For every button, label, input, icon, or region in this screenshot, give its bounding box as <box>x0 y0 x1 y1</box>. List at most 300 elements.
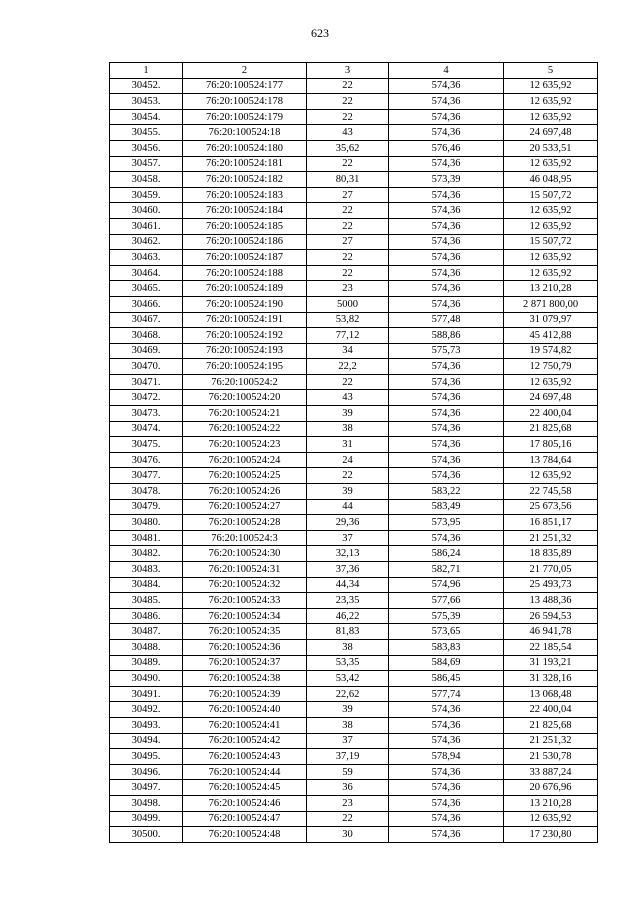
area-cell: 27 <box>307 187 389 203</box>
row-number-cell: 30485. <box>110 593 183 609</box>
cadastral-value-cell: 12 635,92 <box>504 94 598 110</box>
area-cell: 23,35 <box>307 593 389 609</box>
cadastral-value-cell: 24 697,48 <box>504 390 598 406</box>
area-cell: 38 <box>307 717 389 733</box>
area-cell: 27 <box>307 234 389 250</box>
row-number-cell: 30490. <box>110 671 183 687</box>
area-cell: 22 <box>307 203 389 219</box>
cadastral-number-cell: 76:20:100524:26 <box>183 484 307 500</box>
cadastral-value-cell: 22 185,54 <box>504 639 598 655</box>
area-cell: 77,12 <box>307 328 389 344</box>
cadastral-value-cell: 2 871 800,00 <box>504 296 598 312</box>
table-row <box>110 764 598 780</box>
cadastral-number-cell: 76:20:100524:42 <box>183 733 307 749</box>
page-number: 623 <box>311 26 329 40</box>
cadastral-number-cell: 76:20:100524:47 <box>183 811 307 827</box>
row-number-cell: 30473. <box>110 406 183 422</box>
row-number-cell: 30496. <box>110 764 183 780</box>
table-row <box>110 702 598 718</box>
cadastral-number-cell: 76:20:100524:25 <box>183 468 307 484</box>
cadastral-value-cell: 21 251,32 <box>504 733 598 749</box>
row-number-cell: 30486. <box>110 608 183 624</box>
cadastral-value-cell: 12 635,92 <box>504 265 598 281</box>
specific-value-cell: 574,36 <box>389 530 504 546</box>
specific-value-cell: 574,36 <box>389 733 504 749</box>
area-cell: 22 <box>307 265 389 281</box>
cadastral-number-cell: 76:20:100524:48 <box>183 827 307 843</box>
cadastral-number-cell: 76:20:100524:36 <box>183 639 307 655</box>
area-cell: 53,82 <box>307 312 389 328</box>
row-number-cell: 30498. <box>110 795 183 811</box>
table-row <box>110 655 598 671</box>
table-row <box>110 811 598 827</box>
cadastral-number-cell: 76:20:100524:20 <box>183 390 307 406</box>
cadastral-number-cell: 76:20:100524:30 <box>183 546 307 562</box>
row-number-cell: 30489. <box>110 655 183 671</box>
table-header <box>110 63 598 79</box>
area-cell: 81,83 <box>307 624 389 640</box>
column-header-1: 1 <box>110 63 183 79</box>
table-row <box>110 639 598 655</box>
area-cell: 35,62 <box>307 140 389 156</box>
table-row <box>110 686 598 702</box>
specific-value-cell: 583,22 <box>389 484 504 500</box>
specific-value-cell: 582,71 <box>389 562 504 578</box>
row-number-cell: 30491. <box>110 686 183 702</box>
table-row <box>110 343 598 359</box>
cadastral-value-cell: 25 673,56 <box>504 499 598 515</box>
cadastral-value-cell: 21 770,05 <box>504 562 598 578</box>
table-row <box>110 406 598 422</box>
row-number-cell: 30454. <box>110 109 183 125</box>
row-number-cell: 30459. <box>110 187 183 203</box>
cadastral-value-cell: 13 210,28 <box>504 281 598 297</box>
row-number-cell: 30483. <box>110 562 183 578</box>
cadastral-value-cell: 21 825,68 <box>504 421 598 437</box>
cadastral-number-cell: 76:20:100524:190 <box>183 296 307 312</box>
specific-value-cell: 574,36 <box>389 702 504 718</box>
cadastral-value-cell: 12 635,92 <box>504 78 598 94</box>
table-row <box>110 312 598 328</box>
cadastral-value-cell: 22 745,58 <box>504 484 598 500</box>
specific-value-cell: 574,36 <box>389 109 504 125</box>
cadastral-number-cell: 76:20:100524:180 <box>183 140 307 156</box>
cadastral-number-cell: 76:20:100524:33 <box>183 593 307 609</box>
column-header-4: 4 <box>389 63 504 79</box>
row-number-cell: 30466. <box>110 296 183 312</box>
area-cell: 39 <box>307 406 389 422</box>
cadastral-number-cell: 76:20:100524:38 <box>183 671 307 687</box>
area-cell: 38 <box>307 639 389 655</box>
cadastral-number-cell: 76:20:100524:182 <box>183 172 307 188</box>
table-row <box>110 530 598 546</box>
cadastral-number-cell: 76:20:100524:185 <box>183 218 307 234</box>
table-row <box>110 499 598 515</box>
cadastral-number-cell: 76:20:100524:23 <box>183 437 307 453</box>
area-cell: 44,34 <box>307 577 389 593</box>
cadastral-number-cell: 76:20:100524:195 <box>183 359 307 375</box>
row-number-cell: 30482. <box>110 546 183 562</box>
cadastral-value-cell: 20 676,96 <box>504 780 598 796</box>
specific-value-cell: 574,36 <box>389 218 504 234</box>
table-row <box>110 452 598 468</box>
column-header-2: 2 <box>183 63 307 79</box>
area-cell: 22,62 <box>307 686 389 702</box>
cadastral-number-cell: 76:20:100524:3 <box>183 530 307 546</box>
cadastral-value-cell: 31 193,21 <box>504 655 598 671</box>
specific-value-cell: 576,46 <box>389 140 504 156</box>
area-cell: 22 <box>307 109 389 125</box>
area-cell: 37 <box>307 530 389 546</box>
column-header-3: 3 <box>307 63 389 79</box>
table-row <box>110 187 598 203</box>
specific-value-cell: 574,36 <box>389 390 504 406</box>
area-cell: 22,2 <box>307 359 389 375</box>
table-row <box>110 78 598 94</box>
table-row <box>110 795 598 811</box>
table-row <box>110 203 598 219</box>
table-row <box>110 156 598 172</box>
cadastral-number-cell: 76:20:100524:45 <box>183 780 307 796</box>
area-cell: 39 <box>307 484 389 500</box>
cadastral-number-cell: 76:20:100524:46 <box>183 795 307 811</box>
cadastral-value-cell: 13 784,64 <box>504 452 598 468</box>
row-number-cell: 30488. <box>110 639 183 655</box>
area-cell: 36 <box>307 780 389 796</box>
area-cell: 37,19 <box>307 749 389 765</box>
table-row <box>110 328 598 344</box>
table-row <box>110 172 598 188</box>
row-number-cell: 30494. <box>110 733 183 749</box>
cadastral-number-cell: 76:20:100524:186 <box>183 234 307 250</box>
cadastral-number-cell: 76:20:100524:27 <box>183 499 307 515</box>
row-number-cell: 30499. <box>110 811 183 827</box>
cadastral-number-cell: 76:20:100524:179 <box>183 109 307 125</box>
specific-value-cell: 574,36 <box>389 452 504 468</box>
cadastral-number-cell: 76:20:100524:184 <box>183 203 307 219</box>
table-row <box>110 374 598 390</box>
cadastral-number-cell: 76:20:100524:181 <box>183 156 307 172</box>
row-number-cell: 30467. <box>110 312 183 328</box>
specific-value-cell: 574,36 <box>389 234 504 250</box>
table-row <box>110 827 598 843</box>
cadastral-number-cell: 76:20:100524:44 <box>183 764 307 780</box>
table-row <box>110 577 598 593</box>
header-row <box>110 63 598 79</box>
row-number-cell: 30472. <box>110 390 183 406</box>
specific-value-cell: 588,86 <box>389 328 504 344</box>
area-cell: 38 <box>307 421 389 437</box>
row-number-cell: 30465. <box>110 281 183 297</box>
specific-value-cell: 574,36 <box>389 156 504 172</box>
cadastral-number-cell: 76:20:100524:22 <box>183 421 307 437</box>
cadastral-number-cell: 76:20:100524:189 <box>183 281 307 297</box>
cadastral-value-cell: 21 251,32 <box>504 530 598 546</box>
specific-value-cell: 574,36 <box>389 203 504 219</box>
table-row <box>110 780 598 796</box>
specific-value-cell: 575,39 <box>389 608 504 624</box>
cadastral-value-cell: 15 507,72 <box>504 234 598 250</box>
area-cell: 59 <box>307 764 389 780</box>
specific-value-cell: 574,96 <box>389 577 504 593</box>
specific-value-cell: 583,49 <box>389 499 504 515</box>
area-cell: 43 <box>307 125 389 141</box>
cadastral-number-cell: 76:20:100524:34 <box>183 608 307 624</box>
area-cell: 46,22 <box>307 608 389 624</box>
row-number-cell: 30458. <box>110 172 183 188</box>
specific-value-cell: 574,36 <box>389 811 504 827</box>
table-row <box>110 250 598 266</box>
cadastral-value-cell: 31 079,97 <box>504 312 598 328</box>
cadastral-value-cell: 20 533,51 <box>504 140 598 156</box>
cadastral-value-cell: 26 594,53 <box>504 608 598 624</box>
specific-value-cell: 573,65 <box>389 624 504 640</box>
table-row <box>110 109 598 125</box>
area-cell: 31 <box>307 437 389 453</box>
cadastral-value-cell: 22 400,04 <box>504 702 598 718</box>
specific-value-cell: 574,36 <box>389 78 504 94</box>
specific-value-cell: 574,36 <box>389 827 504 843</box>
area-cell: 32,13 <box>307 546 389 562</box>
cadastral-value-cell: 25 493,73 <box>504 577 598 593</box>
row-number-cell: 30453. <box>110 94 183 110</box>
area-cell: 22 <box>307 218 389 234</box>
row-number-cell: 30463. <box>110 250 183 266</box>
row-number-cell: 30476. <box>110 452 183 468</box>
cadastral-value-cell: 12 635,92 <box>504 109 598 125</box>
cadastral-value-cell: 18 835,89 <box>504 546 598 562</box>
specific-value-cell: 577,66 <box>389 593 504 609</box>
row-number-cell: 30481. <box>110 530 183 546</box>
area-cell: 24 <box>307 452 389 468</box>
cadastral-value-cell: 13 068,48 <box>504 686 598 702</box>
cadastral-value-cell: 12 635,92 <box>504 468 598 484</box>
row-number-cell: 30492. <box>110 702 183 718</box>
specific-value-cell: 586,45 <box>389 671 504 687</box>
area-cell: 53,42 <box>307 671 389 687</box>
row-number-cell: 30487. <box>110 624 183 640</box>
table-row <box>110 437 598 453</box>
cadastral-value-cell: 12 635,92 <box>504 218 598 234</box>
table-body <box>110 78 598 842</box>
table-row <box>110 390 598 406</box>
cadastral-value-cell: 12 635,92 <box>504 250 598 266</box>
specific-value-cell: 574,36 <box>389 125 504 141</box>
cadastral-number-cell: 76:20:100524:32 <box>183 577 307 593</box>
row-number-cell: 30493. <box>110 717 183 733</box>
row-number-cell: 30461. <box>110 218 183 234</box>
specific-value-cell: 577,48 <box>389 312 504 328</box>
row-number-cell: 30495. <box>110 749 183 765</box>
row-number-cell: 30468. <box>110 328 183 344</box>
cadastral-number-cell: 76:20:100524:28 <box>183 515 307 531</box>
cadastral-number-cell: 76:20:100524:31 <box>183 562 307 578</box>
area-cell: 37,36 <box>307 562 389 578</box>
specific-value-cell: 574,36 <box>389 250 504 266</box>
table-row <box>110 515 598 531</box>
area-cell: 80,31 <box>307 172 389 188</box>
area-cell: 34 <box>307 343 389 359</box>
row-number-cell: 30500. <box>110 827 183 843</box>
table-row <box>110 624 598 640</box>
specific-value-cell: 574,36 <box>389 187 504 203</box>
area-cell: 5000 <box>307 296 389 312</box>
cadastral-value-cell: 17 805,16 <box>504 437 598 453</box>
table-row <box>110 671 598 687</box>
area-cell: 44 <box>307 499 389 515</box>
table-row <box>110 218 598 234</box>
table-row <box>110 421 598 437</box>
table-row <box>110 359 598 375</box>
table-row <box>110 468 598 484</box>
table-row <box>110 265 598 281</box>
cadastral-number-cell: 76:20:100524:192 <box>183 328 307 344</box>
cadastral-number-cell: 76:20:100524:177 <box>183 78 307 94</box>
cadastral-number-cell: 76:20:100524:35 <box>183 624 307 640</box>
area-cell: 29,36 <box>307 515 389 531</box>
cadastral-number-cell: 76:20:100524:2 <box>183 374 307 390</box>
area-cell: 43 <box>307 390 389 406</box>
cadastral-value-cell: 17 230,80 <box>504 827 598 843</box>
cadastral-value-cell: 12 635,92 <box>504 156 598 172</box>
specific-value-cell: 574,36 <box>389 437 504 453</box>
cadastral-value-cell: 46 941,78 <box>504 624 598 640</box>
cadastral-value-cell: 19 574,82 <box>504 343 598 359</box>
cadastral-number-cell: 76:20:100524:18 <box>183 125 307 141</box>
row-number-cell: 30462. <box>110 234 183 250</box>
row-number-cell: 30470. <box>110 359 183 375</box>
area-cell: 30 <box>307 827 389 843</box>
table-row <box>110 94 598 110</box>
specific-value-cell: 586,24 <box>389 546 504 562</box>
cadastral-value-cell: 12 750,79 <box>504 359 598 375</box>
specific-value-cell: 574,36 <box>389 780 504 796</box>
row-number-cell: 30452. <box>110 78 183 94</box>
cadastral-value-table <box>109 62 598 843</box>
area-cell: 22 <box>307 250 389 266</box>
specific-value-cell: 573,95 <box>389 515 504 531</box>
specific-value-cell: 574,36 <box>389 94 504 110</box>
row-number-cell: 30471. <box>110 374 183 390</box>
row-number-cell: 30479. <box>110 499 183 515</box>
cadastral-value-cell: 12 635,92 <box>504 203 598 219</box>
row-number-cell: 30460. <box>110 203 183 219</box>
area-cell: 37 <box>307 733 389 749</box>
cadastral-number-cell: 76:20:100524:191 <box>183 312 307 328</box>
row-number-cell: 30480. <box>110 515 183 531</box>
row-number-cell: 30469. <box>110 343 183 359</box>
cadastral-number-cell: 76:20:100524:178 <box>183 94 307 110</box>
row-number-cell: 30477. <box>110 468 183 484</box>
row-number-cell: 30457. <box>110 156 183 172</box>
cadastral-value-cell: 16 851,17 <box>504 515 598 531</box>
table-row <box>110 484 598 500</box>
table-row <box>110 281 598 297</box>
cadastral-number-cell: 76:20:100524:40 <box>183 702 307 718</box>
cadastral-number-cell: 76:20:100524:21 <box>183 406 307 422</box>
specific-value-cell: 573,39 <box>389 172 504 188</box>
column-header-5: 5 <box>504 63 598 79</box>
specific-value-cell: 574,36 <box>389 468 504 484</box>
cadastral-value-cell: 21 530,78 <box>504 749 598 765</box>
cadastral-number-cell: 76:20:100524:37 <box>183 655 307 671</box>
row-number-cell: 30455. <box>110 125 183 141</box>
specific-value-cell: 574,36 <box>389 764 504 780</box>
cadastral-number-cell: 76:20:100524:24 <box>183 452 307 468</box>
cadastral-number-cell: 76:20:100524:193 <box>183 343 307 359</box>
cadastral-value-cell: 33 887,24 <box>504 764 598 780</box>
specific-value-cell: 574,36 <box>389 795 504 811</box>
table-row <box>110 296 598 312</box>
specific-value-cell: 575,73 <box>389 343 504 359</box>
area-cell: 53,35 <box>307 655 389 671</box>
area-cell: 23 <box>307 795 389 811</box>
cadastral-value-cell: 12 635,92 <box>504 811 598 827</box>
cadastral-value-cell: 12 635,92 <box>504 374 598 390</box>
specific-value-cell: 584,69 <box>389 655 504 671</box>
cadastral-number-cell: 76:20:100524:43 <box>183 749 307 765</box>
area-cell: 22 <box>307 156 389 172</box>
row-number-cell: 30475. <box>110 437 183 453</box>
specific-value-cell: 574,36 <box>389 296 504 312</box>
table-row <box>110 717 598 733</box>
area-cell: 22 <box>307 94 389 110</box>
specific-value-cell: 577,74 <box>389 686 504 702</box>
cadastral-value-cell: 46 048,95 <box>504 172 598 188</box>
specific-value-cell: 574,36 <box>389 359 504 375</box>
row-number-cell: 30464. <box>110 265 183 281</box>
row-number-cell: 30497. <box>110 780 183 796</box>
cadastral-number-cell: 76:20:100524:188 <box>183 265 307 281</box>
row-number-cell: 30474. <box>110 421 183 437</box>
row-number-cell: 30456. <box>110 140 183 156</box>
cadastral-value-cell: 22 400,04 <box>504 406 598 422</box>
table-row <box>110 733 598 749</box>
table-row <box>110 749 598 765</box>
specific-value-cell: 574,36 <box>389 281 504 297</box>
specific-value-cell: 574,36 <box>389 265 504 281</box>
cadastral-value-cell: 21 825,68 <box>504 717 598 733</box>
specific-value-cell: 583,83 <box>389 639 504 655</box>
cadastral-value-cell: 13 210,28 <box>504 795 598 811</box>
specific-value-cell: 578,94 <box>389 749 504 765</box>
area-cell: 23 <box>307 281 389 297</box>
area-cell: 22 <box>307 811 389 827</box>
cadastral-value-cell: 31 328,16 <box>504 671 598 687</box>
table-row <box>110 562 598 578</box>
area-cell: 22 <box>307 78 389 94</box>
specific-value-cell: 574,36 <box>389 406 504 422</box>
table-row <box>110 140 598 156</box>
cadastral-value-cell: 45 412,88 <box>504 328 598 344</box>
table-row <box>110 125 598 141</box>
area-cell: 22 <box>307 468 389 484</box>
cadastral-number-cell: 76:20:100524:183 <box>183 187 307 203</box>
specific-value-cell: 574,36 <box>389 717 504 733</box>
area-cell: 22 <box>307 374 389 390</box>
cadastral-value-cell: 13 488,36 <box>504 593 598 609</box>
cadastral-value-cell: 24 697,48 <box>504 125 598 141</box>
cadastral-value-cell: 15 507,72 <box>504 187 598 203</box>
specific-value-cell: 574,36 <box>389 421 504 437</box>
specific-value-cell: 574,36 <box>389 374 504 390</box>
table-row <box>110 593 598 609</box>
cadastral-number-cell: 76:20:100524:41 <box>183 717 307 733</box>
row-number-cell: 30484. <box>110 577 183 593</box>
area-cell: 39 <box>307 702 389 718</box>
cadastral-number-cell: 76:20:100524:39 <box>183 686 307 702</box>
cadastral-number-cell: 76:20:100524:187 <box>183 250 307 266</box>
